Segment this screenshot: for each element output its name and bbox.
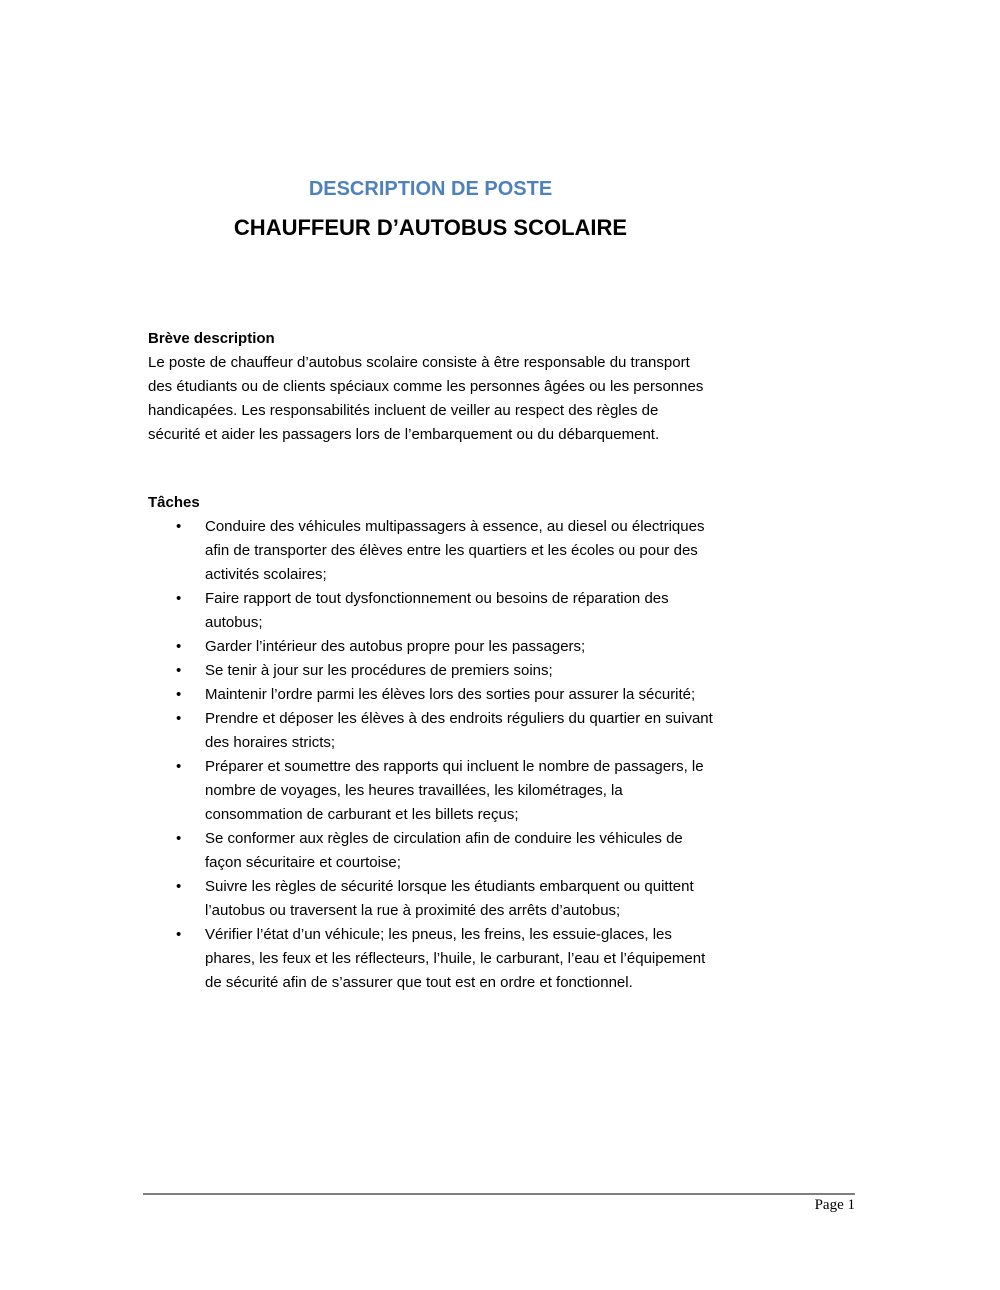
- task-item: • Se tenir à jour sur les procédures de premiers soins;: [148, 659, 713, 683]
- task-item: • Vérifier l’état d’un véhicule; les pneus, les freins, les essuie-glaces, les phares, les feux et les réflecteurs, l’huile, le carburant, l’eau et l’équipement de sécurité afin de s’assurer que tout est en ordre et fonctionnel.: [148, 923, 713, 995]
- page-number: Page 1: [814, 1197, 855, 1213]
- task-item: • Prendre et déposer les élèves à des endroits réguliers du quartier en suivant des horaires stricts;: [148, 707, 713, 755]
- task-item: • Suivre les règles de sécurité lorsque les étudiants embarquent ou quittent l’autobus ou traversent la rue à proximité des arrêts d’autobus;: [148, 875, 713, 923]
- document-content: [148, 177, 713, 995]
- document-title-block: [148, 177, 713, 241]
- task-item: • Se conformer aux règles de circulation afin de conduire les véhicules de façon sécuritaire et courtoise;: [148, 827, 713, 875]
- task-item: • Préparer et soumettre des rapports qui incluent le nombre de passagers, le nombre de voyages, les heures travaillées, les kilométrages, la consommation de carburant et les billets reçus;: [148, 755, 713, 827]
- section-tasks: [148, 491, 713, 995]
- section-brief-description: [148, 327, 713, 447]
- brief-description-paragraph: Le poste de chauffeur d’autobus scolaire consiste à être responsable du transport des étudiants ou de clients spéciaux comme les personnes âgées ou les personnes handicapées. Les responsabilités incluent de veiller au respect des règles de sécurité et aider les passagers lors de l’embarquement ou du débarquement.: [148, 354, 704, 443]
- job-title: CHAUFFEUR D’AUTOBUS SCOLAIRE: [233, 215, 628, 240]
- footer-divider: [143, 1193, 855, 1195]
- brief-description-heading: Brève description: [148, 330, 275, 347]
- document-category-title: DESCRIPTION DE POSTE: [308, 178, 553, 200]
- task-item: • Faire rapport de tout dysfonctionnement ou besoins de réparation des autobus;: [148, 587, 713, 635]
- task-item: • Garder l’intérieur des autobus propre pour les passagers;: [148, 635, 713, 659]
- page-footer: [143, 1193, 855, 1214]
- tasks-list: [148, 515, 713, 995]
- task-item: • Conduire des véhicules multipassagers à essence, au diesel ou électriques afin de transporter des élèves entre les quartiers et les écoles ou pour des activités scolaires;: [148, 515, 713, 587]
- task-item: • Maintenir l’ordre parmi les élèves lors des sorties pour assurer la sécurité;: [148, 683, 713, 707]
- tasks-heading: Tâches: [148, 494, 200, 511]
